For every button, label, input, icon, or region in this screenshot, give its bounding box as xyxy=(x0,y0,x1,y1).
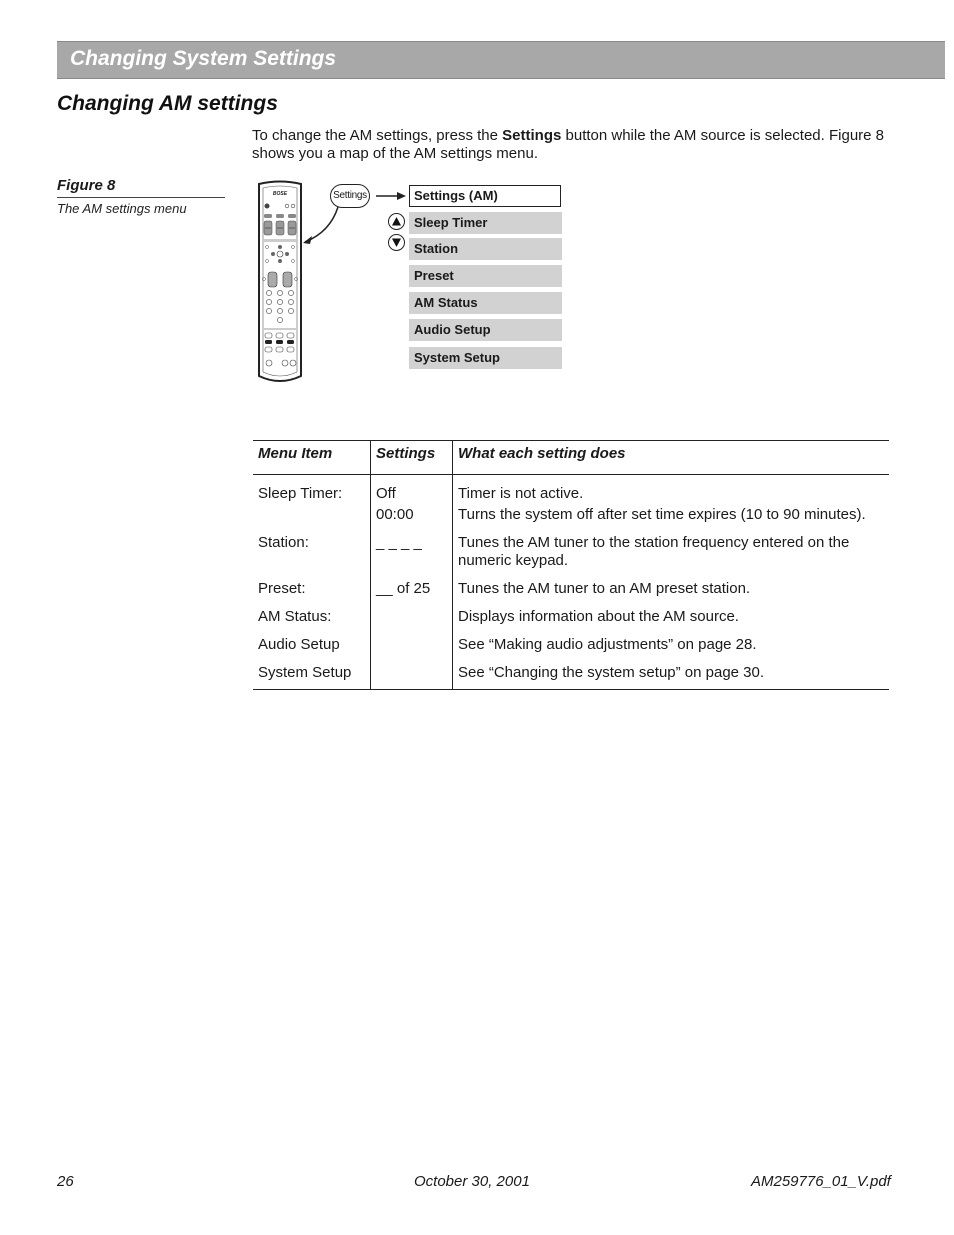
row-settings: __ of 25 xyxy=(371,580,453,608)
row-settings xyxy=(371,664,453,690)
row-setting-value: 00:00 xyxy=(376,506,414,523)
menu-item-preset: Preset xyxy=(409,265,562,287)
row-settings xyxy=(371,608,453,636)
table-row xyxy=(253,664,889,690)
menu-item-station: Station xyxy=(409,238,562,260)
row-description: Displays information about the AM source. xyxy=(458,608,739,625)
header-description: What each setting does xyxy=(453,441,890,475)
intro-text-end: button while the AM source is selected. Figure 8 shows you a map of the AM settings menu. xyxy=(252,127,885,162)
table-header-row xyxy=(253,441,889,475)
row-description-line: Timer is not active. xyxy=(458,485,584,502)
row-description xyxy=(453,475,890,504)
footer-filename: AM259776_01_V.pdf xyxy=(751,1173,891,1190)
row-settings xyxy=(371,475,453,504)
remote-brand-logo: BOSE xyxy=(272,191,288,197)
section-title: Changing AM settings xyxy=(57,92,278,115)
row-item: System Setup xyxy=(253,664,371,690)
row-description: Tunes the AM tuner to an AM preset station. xyxy=(458,580,751,597)
table-row xyxy=(253,636,889,664)
table-row xyxy=(253,580,889,608)
row-item: Preset: xyxy=(253,580,371,608)
down-arrow-icon xyxy=(388,234,405,251)
table-row xyxy=(253,534,889,580)
row-description: See “Changing the system setup” on page 30. xyxy=(453,664,890,690)
banner-title: Changing System Settings xyxy=(70,47,337,70)
menu-item-audio-setup: Audio Setup xyxy=(409,319,562,341)
table-row xyxy=(253,503,889,534)
row-settings xyxy=(371,503,453,534)
menu-title: Settings (AM) xyxy=(409,185,561,207)
callout-pointer-icon xyxy=(303,236,312,244)
row-item: Sleep Timer: xyxy=(253,475,371,504)
menu-item-sleep-timer: Sleep Timer xyxy=(409,212,562,234)
row-item: Audio Setup xyxy=(253,636,371,664)
row-item: Station: xyxy=(253,534,371,580)
row-description: Tunes the AM tuner to the station frequency entered on the numeric keypad. xyxy=(458,534,850,569)
intro-text-start: To change the AM settings, press the xyxy=(252,127,503,144)
header-settings: Settings xyxy=(371,441,453,475)
up-arrow-icon xyxy=(388,213,405,230)
right-arrow-icon xyxy=(397,192,406,200)
intro-settings-bold: Settings xyxy=(502,127,562,144)
table-row xyxy=(253,475,889,504)
page-number: 26 xyxy=(57,1173,74,1190)
menu-item-am-status: AM Status xyxy=(409,292,562,314)
row-settings xyxy=(371,636,453,664)
header-menu-item: Menu Item xyxy=(253,441,371,475)
figure-label: Figure 8 xyxy=(57,177,225,198)
row-description-line: Turns the system off after set time expires (10 to 90 minutes). xyxy=(458,506,866,523)
row-description: See “Making audio adjustments” on page 28. xyxy=(458,636,757,653)
figure-caption: The AM settings menu xyxy=(57,201,187,216)
menu-item-system-setup: System Setup xyxy=(409,347,562,369)
row-setting-value: Off xyxy=(376,485,396,502)
footer-date: October 30, 2001 xyxy=(414,1173,530,1190)
row-item: AM Status: xyxy=(253,608,371,636)
table-row xyxy=(253,608,889,636)
row-description xyxy=(453,503,890,534)
row-settings: _ _ _ _ xyxy=(371,534,453,580)
settings-button-illustration: Settings xyxy=(330,184,370,208)
settings-table xyxy=(253,440,889,690)
